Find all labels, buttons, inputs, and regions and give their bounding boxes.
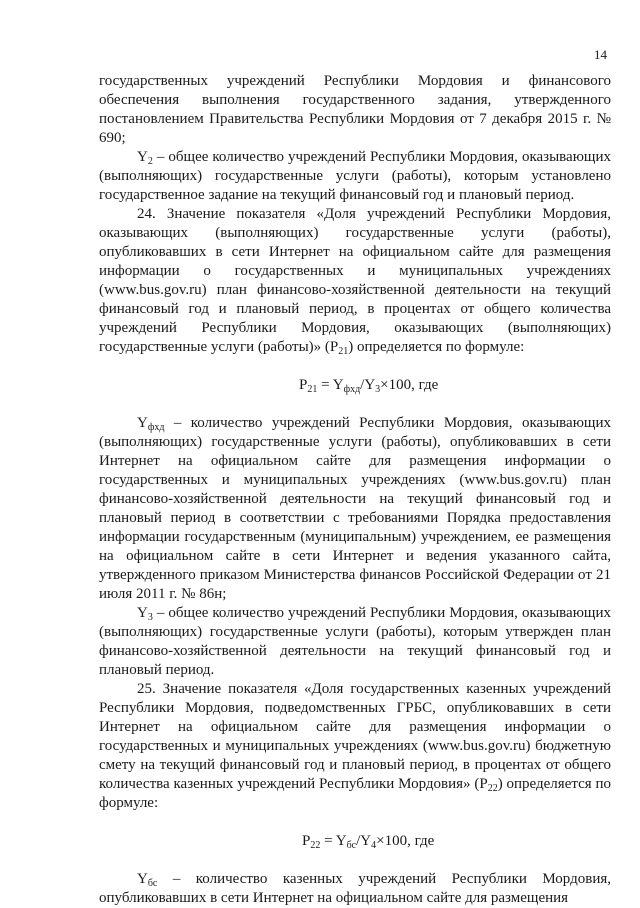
formula-eq: = Y [320,833,347,849]
formula-rest: ×100, где [376,833,435,849]
definition-yfhd [99,414,611,604]
definition-ybs [99,870,611,908]
variable-subscript: фхд [147,422,165,433]
formula-p21 [99,376,611,395]
formula-lhs-subscript: 22 [310,840,321,851]
variable-symbol: Y [137,605,148,621]
formula-lhs: P [299,377,308,393]
definition-y3 [99,604,611,680]
formula-p22 [99,832,611,851]
definition-text: – количество учреждений Республики Мордовия, оказывающих (выполняющих) государственные услуги (работы), опубликовавших в сети Интернет на официальном сайте для размещения информации о государственных и муниципальных учреждениях (www.bus.gov.ru) план финансово-хозяйственной деятельности на текущий финансовый год и плановый период в соответствии с требованиями Порядка предоставления информации государственным (муниципальным) учреждением, ее размещения на официальном сайте в сети Интернет и ведения указанного сайта, утвержденного приказом Министерства финансов Российской Федерации от 21 июля 2011 г. № 86н; [99,415,611,602]
variable-symbol: Y [137,149,148,165]
clause-24 [99,205,611,357]
formula-divider: /Y [356,833,372,849]
clause-tail: ) определяется по формуле: [348,339,525,355]
definition-text: – количество казенных учреждений Республики Мордовия, опубликовавших в сети Интернет на официальном сайте для размещения [99,871,611,906]
page-number: 14 [594,47,607,62]
formula-lhs-subscript: 21 [307,384,318,395]
variable-subscript: 2 [147,156,153,167]
document-body [99,72,611,908]
variable-subscript: бс [147,878,158,889]
clause-text: 24. Значение показателя «Доля учреждений Республики Мордовия, оказывающих (выполняющих) государственные услуги (работы), опубликовавших в сети Интернет на официальном сайте для размещения информации о государственных и муниципальных учреждениях (www.bus.gov.ru) план финансово-хозяйственной деятельности на текущий финансовый год и плановый период, в процентах от общего количества учреждений Республики Мордовия, оказывающих (выполняющих) государственные услуги (работы)» (P [99,206,611,355]
definition-text: – общее количество учреждений Республики Мордовия, оказывающих (выполняющих) государственные услуги (работы), которым утвержден план финансово-хозяйственной деятельности на текущий финансовый год и плановый период. [99,605,611,678]
formula-denominator-subscript: 3 [375,384,381,395]
variable-symbol: Y [137,415,148,431]
formula-eq: = Y [317,377,344,393]
variable-symbol: Y [137,871,148,887]
paragraph-continuation: государственных учреждений Республики Мордовия и финансового обеспечения выполнения государственного задания, утвержденного постановлением Правительства Республики Мордовия от 7 декабря 2015 г. № 690; [99,73,611,146]
clause-25 [99,680,611,813]
formula-divider: /Y [360,377,376,393]
clause-text: 25. Значение показателя «Доля государственных казенных учреждений Республики Мордовия, подведомственных ГРБС, опубликовавших в сети Интернет на официальном сайте для размещения информации о государственных и муниципальных учреждениях (www.bus.gov.ru) бюджетную смету на текущий финансовый год и плановый период, в процентах от общего количества казенных учреждений Республики Мордовия» (P [99,681,611,792]
formula-rest: ×100, где [380,377,439,393]
formula-numerator-subscript: бс [346,840,357,851]
formula-lhs: P [302,833,311,849]
variable-subscript: 22 [487,783,498,794]
variable-subscript: 21 [338,346,349,357]
formula-denominator-subscript: 4 [371,840,377,851]
variable-subscript: 3 [147,612,153,623]
definition-text: – общее количество учреждений Республики Мордовия, оказывающих (выполняющих) государственные услуги (работы), которым установлено государственное задание на текущий финансовый год и плановый период. [99,149,611,203]
clause-tail: ) определяется по формуле: [99,776,612,811]
definition-y2 [99,148,611,205]
formula-numerator-subscript: фхд [343,384,361,395]
